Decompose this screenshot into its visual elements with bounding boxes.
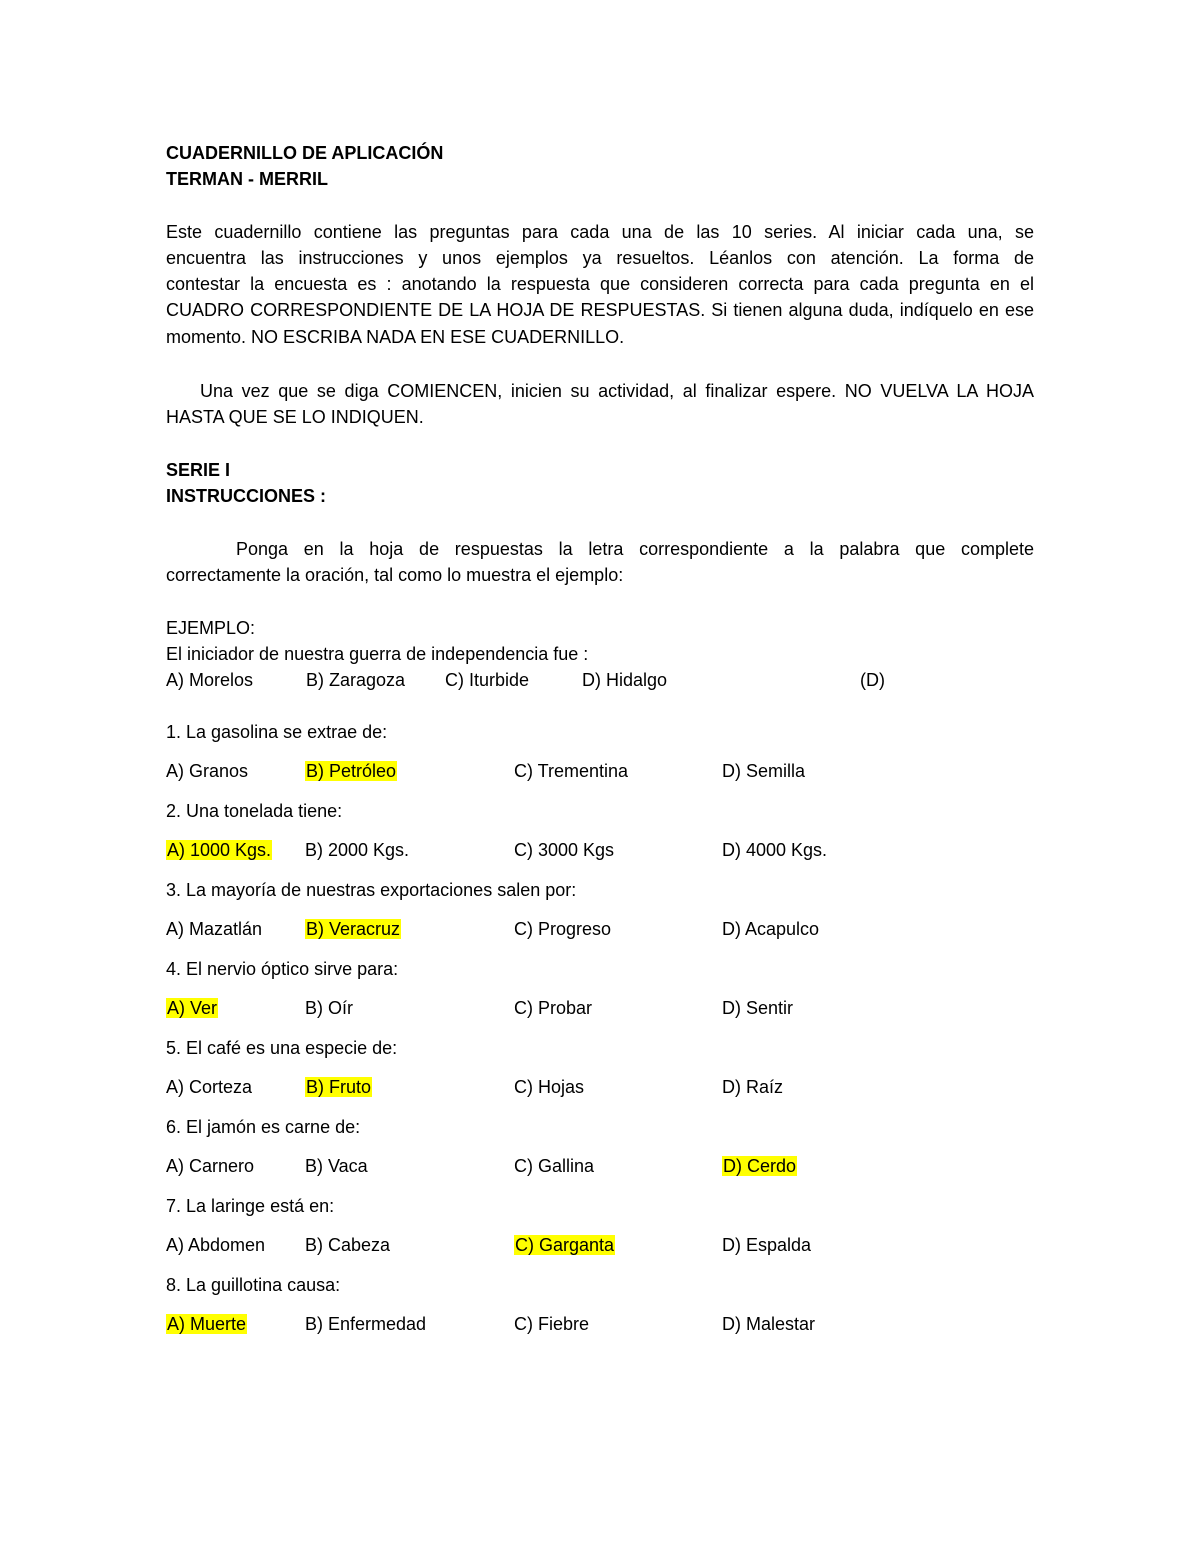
answer-option [514,1076,584,1098]
highlighted-answer-option [722,1155,797,1177]
answer-option-label: D) Raíz [722,1077,784,1097]
answer-option [722,760,805,782]
highlighted-answer-option [305,918,401,940]
answer-option [166,1076,252,1098]
document-title: CUADERNILLO DE APLICACIÓN [166,143,444,163]
answer-option [722,1076,783,1098]
answer-option-label: A) Ver [167,998,218,1018]
question-text: 7. La laringe está en: [166,1196,335,1216]
example-label: EJEMPLO: [166,618,256,638]
instructions-label: INSTRUCCIONES : [166,486,327,506]
answer-option [514,1155,594,1177]
intro-line: encuentra las instrucciones y unos ejemplos ya resueltos. Léanlos con atención. La forma de [166,248,1034,268]
answer-option-label: D) Acapulco [722,919,820,939]
answer-option [166,1234,265,1256]
document-subtitle: TERMAN - MERRIL [166,169,328,189]
intro-line: CUADRO CORRESPONDIENTE DE LA HOJA DE RESPUESTAS. Si tienen alguna duda, indíquelo en ese [166,300,1034,320]
answer-option-label: B) Vaca [305,1156,368,1176]
answer-option [514,918,611,940]
answer-option-label: C) 3000 Kgs [514,840,615,860]
example-question: El iniciador de nuestra guerra de independencia fue : [166,644,589,664]
answer-option-label: B) Petróleo [306,761,397,781]
highlighted-answer-option [166,1313,247,1335]
answer-option [722,839,827,861]
answer-option-label: C) Gallina [514,1156,595,1176]
answer-option-label: B) Veracruz [306,919,401,939]
example-option: D) Hidalgo [582,670,668,690]
question-text: 6. El jamón es carne de: [166,1117,361,1137]
answer-option-label: A) Carnero [166,1156,255,1176]
answer-option-label: C) Probar [514,998,593,1018]
instruction-line: Ponga en la hoja de respuestas la letra correspondiente a la palabra que complete [236,539,1034,559]
answer-option [722,997,793,1019]
question-text: 3. La mayoría de nuestras exportaciones salen por: [166,880,577,900]
answer-option-label: A) Granos [166,761,249,781]
answer-option-label: D) Cerdo [723,1156,797,1176]
answer-option [514,839,614,861]
highlighted-answer-option [514,1234,615,1256]
answer-option-label: A) Muerte [167,1314,247,1334]
intro-line: contestar la encuesta es : anotando la respuesta que consideren correcta para cada pregunta en el [166,274,1034,294]
answer-option [514,1313,589,1335]
answer-option-label: A) Mazatlán [166,919,263,939]
answer-option-label: B) Fruto [306,1077,372,1097]
answer-option [305,1313,426,1335]
question-text: 1. La gasolina se extrae de: [166,722,388,742]
answer-option-label: A) Abdomen [166,1235,266,1255]
answer-option-label: B) 2000 Kgs. [305,840,410,860]
answer-option [305,1155,368,1177]
example-option: B) Zaragoza [306,670,406,690]
question-text: 5. El café es una especie de: [166,1038,398,1058]
serie-title: SERIE I [166,460,231,480]
answer-option [722,1234,811,1256]
answer-option-label: A) Corteza [166,1077,253,1097]
highlighted-answer-option [166,839,272,861]
answer-option [514,760,628,782]
intro-line: momento. NO ESCRIBA NADA EN ESE CUADERNILLO. [166,327,625,347]
answer-option-label: C) Hojas [514,1077,585,1097]
answer-option [514,997,592,1019]
answer-option-label: C) Garganta [515,1235,615,1255]
answer-option [722,1313,815,1335]
answer-option-label: D) Sentir [722,998,794,1018]
answer-option-label: C) Progreso [514,919,612,939]
answer-option-label: B) Oír [305,998,353,1018]
question-text: 4. El nervio óptico sirve para: [166,959,399,979]
example-answer: (D) [860,670,885,690]
question-text: 8. La guillotina causa: [166,1275,341,1295]
answer-option-label: D) Malestar [722,1314,816,1334]
answer-option [166,918,262,940]
answer-option-label: D) 4000 Kgs. [722,840,828,860]
answer-option [166,760,248,782]
answer-option-label: A) 1000 Kgs. [167,840,272,860]
answer-option-label: D) Semilla [722,761,806,781]
instruction-line: correctamente la oración, tal como lo muestra el ejemplo: [166,565,624,585]
example-option: A) Morelos [166,670,254,690]
highlighted-answer-option [305,760,397,782]
highlighted-answer-option [166,997,218,1019]
answer-option-label: D) Espalda [722,1235,812,1255]
example-option: C) Iturbide [445,670,530,690]
question-text: 2. Una tonelada tiene: [166,801,343,821]
intro-second-line: Una vez que se diga COMIENCEN, inicien su actividad, al finalizar espere. NO VUELVA LA HOJA [200,381,1034,401]
answer-option-label: B) Cabeza [305,1235,391,1255]
intro-second-line: HASTA QUE SE LO INDIQUEN. [166,407,424,427]
intro-line: Este cuadernillo contiene las preguntas para cada una de las 10 series. Al iniciar cada una, se [166,222,1034,242]
answer-option [305,839,409,861]
answer-option [722,918,819,940]
answer-option [305,997,353,1019]
answer-option [305,1234,390,1256]
answer-option-label: B) Enfermedad [305,1314,427,1334]
answer-option-label: C) Trementina [514,761,629,781]
highlighted-answer-option [305,1076,372,1098]
answer-option [166,1155,254,1177]
answer-option-label: C) Fiebre [514,1314,590,1334]
